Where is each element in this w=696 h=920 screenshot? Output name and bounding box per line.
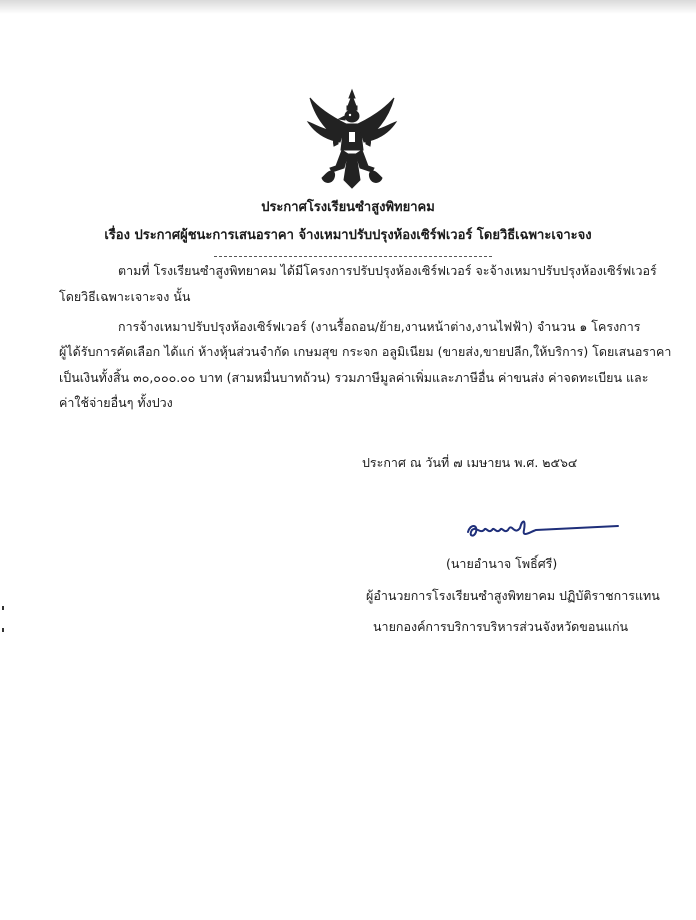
scan-top-edge [0, 0, 696, 14]
signer-position: ผู้อำนวยการโรงเรียนซำสูงพิทยาคม ปฏิบัติราชการแทน [366, 588, 660, 603]
paragraph-line: ผู้ได้รับการคัดเลือก ได้แก่ ห้างหุ้นส่วนจำกัด เกษมสุข กระจก อลูมิเนียม (ขายส่ง,ขายปลีก,ให้บริการ) โดยเสนอราคา [59, 344, 672, 359]
document-subject: เรื่อง ประกาศผู้ชนะการเสนอราคา จ้างเหมาปรับปรุงห้องเซิร์ฟเวอร์ โดยวิธีเฉพาะเจาะจง [104, 228, 592, 243]
paragraph-line: การจ้างเหมาปรับปรุงห้องเซิร์ฟเวอร์ (งานรื้อถอน/ย้าย,งานหน้าต่าง,งานไฟฟ้า) จำนวน ๑ โครงการ [118, 319, 641, 334]
scan-edge-mark [2, 628, 4, 632]
title-divider [214, 256, 492, 257]
paragraph-line: ค่าใช้จ่ายอื่นๆ ทั้งปวง [59, 395, 173, 410]
scan-edge-mark [2, 606, 4, 610]
announce-date: ประกาศ ณ วันที่ ๗ เมษายน พ.ศ. ๒๕๖๔ [362, 455, 578, 470]
garuda-emblem-icon [306, 88, 398, 192]
handwritten-signature [462, 512, 622, 544]
paragraph-line: เป็นเงินทั้งสิ้น ๓๐,๐๐๐.๐๐ บาท (สามหมื่นบาทถ้วน) รวมภาษีมูลค่าเพิ่มและภาษีอื่น ค่าขนส่ง ค่าจดทะเบียน และ [59, 370, 649, 385]
paragraph-line: ตามที่ โรงเรียนซำสูงพิทยาคม ได้มีโครงการปรับปรุงห้องเซิร์ฟเวอร์ จะจ้างเหมาปรับปรุงห้องเซิร์ฟเวอร์ [118, 263, 657, 278]
paragraph-line: โดยวิธีเฉพาะเจาะจง นั้น [59, 289, 191, 304]
document-title: ประกาศโรงเรียนซำสูงพิทยาคม [261, 200, 435, 215]
signer-authority: นายกองค์การบริการบริหารส่วนจังหวัดขอนแก่น [373, 619, 629, 634]
signer-name: (นายอำนาจ โพธิ์ศรี) [446, 556, 558, 571]
